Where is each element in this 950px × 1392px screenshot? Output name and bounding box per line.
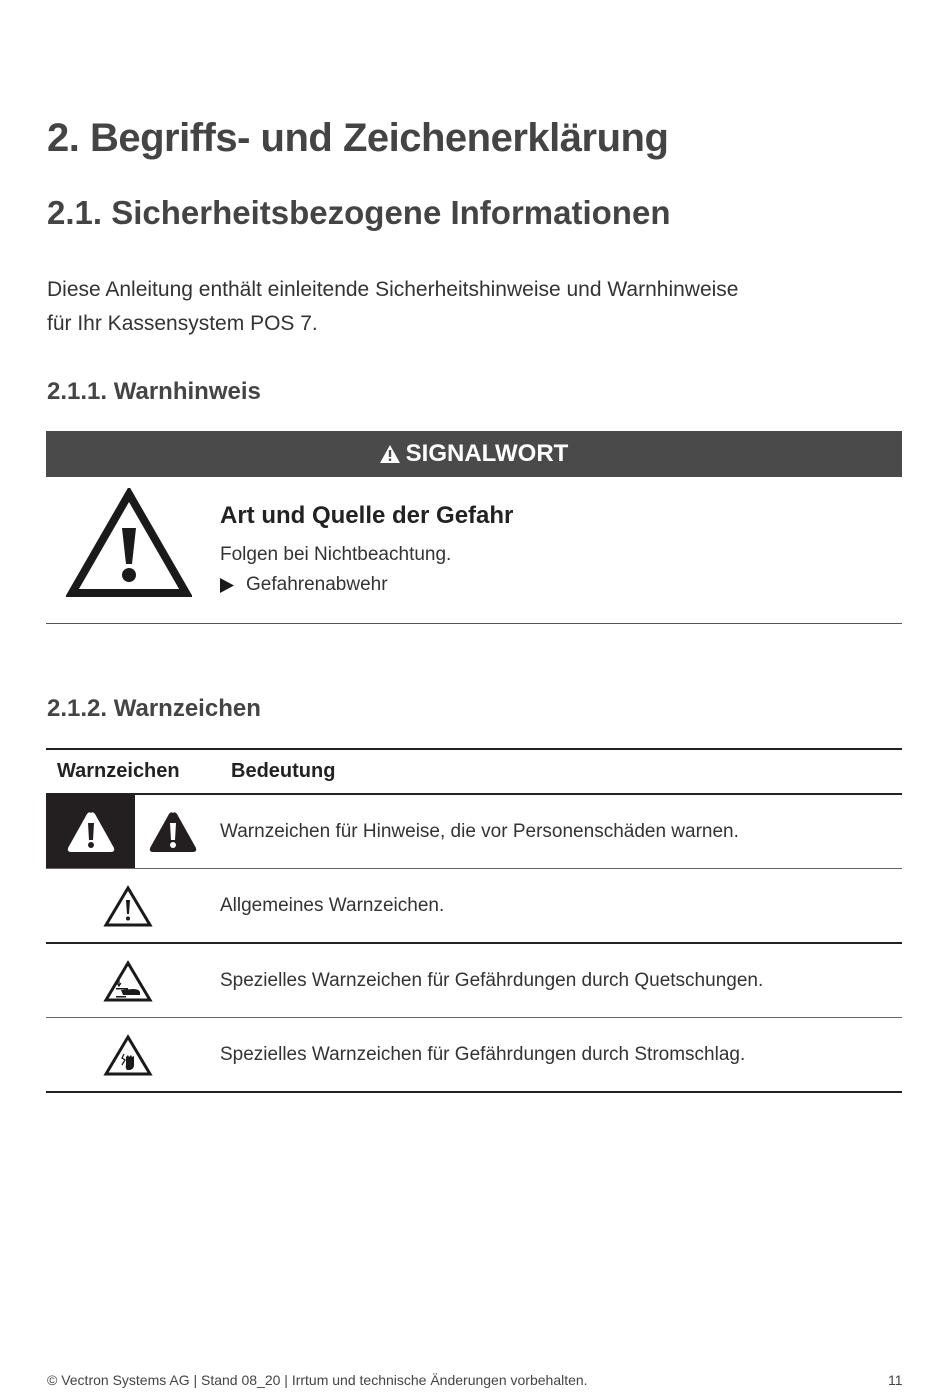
- icon-cell: [46, 869, 210, 944]
- table-row: [46, 869, 902, 944]
- footer-text: © Vectron Systems AG | Stand 08_20 | Irrtum und technische Änderungen vorbehalten.: [47, 1372, 588, 1388]
- signal-word-banner: [46, 431, 902, 477]
- meaning-text: Allgemeines Warnzeichen.: [210, 869, 902, 944]
- arrow-right-icon: [220, 578, 234, 593]
- warning-triangle-icon: [66, 488, 192, 598]
- table-row: [46, 794, 902, 869]
- chapter-heading: 2. Begriffs- und Zeichenerklärung: [47, 116, 669, 160]
- subsection-heading-warnhinweis: 2.1.1. Warnhinweis: [47, 378, 261, 405]
- avoidance-item: [220, 574, 388, 596]
- table-row: [46, 943, 902, 1018]
- subsection-heading-warnzeichen: 2.1.2. Warnzeichen: [47, 695, 261, 722]
- section-heading: 2.1. Sicherheitsbezogene Informationen: [47, 194, 671, 231]
- signal-word: SIGNALWORT: [405, 440, 569, 467]
- meaning-text: Warnzeichen für Hinweise, die vor Personenschäden warnen.: [210, 794, 902, 869]
- intro-line: Diese Anleitung enthält einleitende Sicherheitshinweise und Warnhinweise: [47, 278, 739, 301]
- meaning-text: Spezielles Warnzeichen für Gefährdungen durch Quetschungen.: [210, 943, 902, 1018]
- header-warnzeichen: Warnzeichen: [46, 749, 210, 794]
- divider: [46, 623, 902, 624]
- intro-paragraph: [47, 273, 847, 341]
- meaning-text: Spezielles Warnzeichen für Gefährdungen durch Stromschlag.: [220, 1043, 746, 1065]
- icon-cell: [46, 794, 210, 869]
- icon-cell: [46, 943, 210, 1018]
- avoidance-text: Gefahrenabwehr: [246, 574, 388, 595]
- danger-source: Art und Quelle der Gefahr: [220, 502, 514, 529]
- warning-icon: [380, 445, 400, 463]
- warning-signal-icon: [135, 795, 210, 868]
- consequence-text: Folgen bei Nichtbeachtung.: [220, 544, 452, 565]
- page-number: 11: [888, 1372, 903, 1388]
- intro-line: für Ihr Kassensystem POS 7.: [47, 312, 318, 335]
- icon-cell: [46, 1018, 210, 1093]
- table-header: [46, 749, 902, 794]
- warning-signal-inverse-icon: [46, 795, 135, 868]
- crush-hazard-icon: [103, 959, 153, 1003]
- general-warning-icon: [103, 884, 153, 928]
- table-row: [46, 1018, 902, 1093]
- warning-signs-table: [46, 748, 902, 1093]
- header-bedeutung: Bedeutung: [210, 749, 902, 794]
- electric-shock-icon: [103, 1033, 153, 1077]
